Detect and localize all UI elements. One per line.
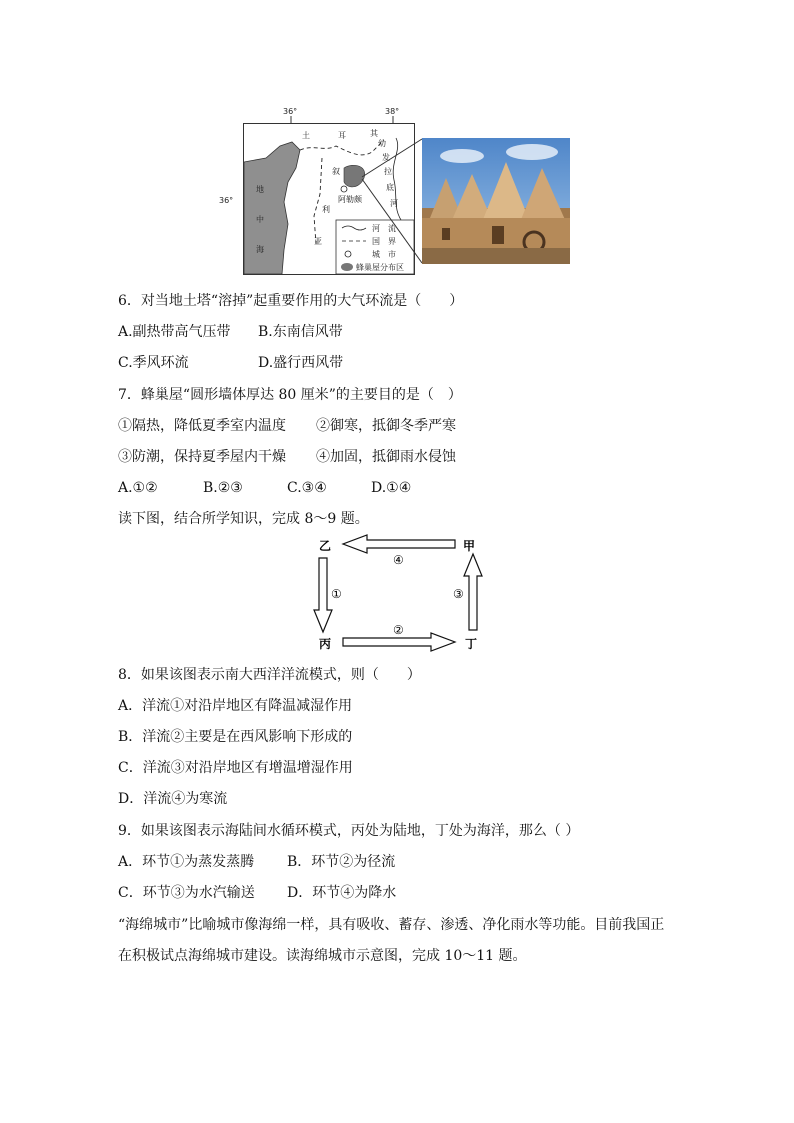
label-4: ④ — [393, 553, 404, 567]
legend-river: 河 流 — [372, 224, 396, 233]
sponge-line-1: “海绵城市”比喻城市像海绵一样，具有吸收、蓄存、渗透、净化雨水等功能。目前我国正 — [118, 917, 665, 933]
q8-option-a: A．洋流①对沿岸地区有降温减湿作用 — [118, 698, 353, 714]
arrow-3 — [464, 554, 482, 630]
q6-option-a: A.副热带高气压带 — [118, 324, 231, 340]
sea-label-3: 海 — [256, 245, 264, 254]
node-bing: 丙 — [319, 637, 332, 651]
label-2: ② — [393, 623, 404, 637]
q8-option-b: B．洋流②主要是在西风影响下形成的 — [118, 729, 353, 745]
q7-statement-1: ①隔热，降低夏季室内温度 — [118, 418, 286, 434]
sea-label-1: 地 — [256, 185, 264, 194]
label-1: ① — [331, 587, 342, 601]
q6-option-b: B.东南信风带 — [258, 324, 343, 340]
q6-option-d: D.盛行西风带 — [258, 355, 344, 371]
river-label-2: 发 — [382, 153, 390, 162]
beehive-photo-drawing — [422, 138, 570, 264]
river-label-4: 底 — [386, 183, 394, 192]
q7-option-b: B.②③ — [203, 480, 243, 496]
intro-8-9: 读下图，结合所学知识，完成 8～9 题。 — [118, 511, 369, 527]
syria-label-2: 利 — [322, 205, 330, 214]
legend-area-symbol — [341, 263, 353, 271]
arrow-1 — [314, 558, 332, 632]
arrow-4 — [343, 535, 455, 553]
syria-label-1: 叙 — [332, 167, 340, 176]
q7-option-d: D.①④ — [371, 480, 412, 496]
q7-stem: 7．蜂巢屋“圆形墙体厚达 80 厘米”的主要目的是（ ） — [118, 387, 462, 403]
q9-option-d: D．环节④为降水 — [287, 885, 397, 901]
river-label-5: 河 — [390, 199, 398, 208]
q8-option-c: C．洋流③对沿岸地区有增温增湿作用 — [118, 760, 353, 776]
q9-option-a: A．环节①为蒸发蒸腾 — [118, 854, 255, 870]
q7-statement-3: ③防潮，保持夏季屋内干燥 — [118, 449, 286, 465]
beehive-photo — [422, 138, 570, 264]
lon-label-36: 36° — [283, 107, 298, 116]
q8-option-d: D．洋流④为寒流 — [118, 791, 228, 807]
node-jia: 甲 — [463, 539, 476, 553]
river-label-3: 拉 — [384, 167, 392, 176]
lat-label-36: 36° — [219, 196, 234, 205]
q9-option-c: C．环节③为水汽输送 — [118, 885, 255, 901]
q7-option-a: A.①② — [118, 480, 158, 496]
legend-area: 蜂巢屋分布区 — [356, 263, 404, 272]
q9-stem: 9．如果该图表示海陆间水循环模式，丙处为陆地，丁处为海洋，那么（ ） — [118, 823, 580, 839]
node-yi: 乙 — [319, 539, 332, 553]
turkey-label-1: 土 — [302, 131, 310, 140]
turkey-label-2: 耳 — [338, 131, 346, 140]
q8-stem: 8．如果该图表示南大西洋洋流模式，则（ ） — [118, 667, 421, 683]
sea-shape — [244, 142, 300, 274]
legend-city-symbol — [345, 251, 351, 257]
legend-city: 城 市 — [372, 250, 396, 259]
turkey-label-3: 其 — [370, 129, 378, 138]
city-label: 阿勒颇 — [338, 195, 362, 204]
q7-statement-4: ④加固，抵御雨水侵蚀 — [316, 449, 456, 465]
syria-label-3: 亚 — [314, 237, 322, 246]
q9-option-b: B．环节②为径流 — [287, 854, 396, 870]
q7-statement-2: ②御寒，抵御冬季严寒 — [316, 418, 456, 434]
label-3: ③ — [453, 587, 464, 601]
connector-lines — [360, 135, 430, 275]
lon-label-38: 38° — [385, 107, 400, 116]
q6-option-c: C.季风环流 — [118, 355, 189, 371]
legend-border: 国 界 — [372, 237, 396, 246]
city-marker — [341, 186, 347, 192]
river-label-1: 幼 — [378, 139, 386, 148]
sponge-line-2: 在积极试点海绵城市建设。读海绵城市示意图，完成 10～11 题。 — [118, 948, 527, 964]
cycle-diagram — [305, 532, 495, 654]
sea-label-2: 中 — [256, 215, 264, 224]
node-ding: 丁 — [465, 637, 478, 651]
q6-stem: 6．对当地土塔“溶掉”起重要作用的大气环流是（ ） — [118, 293, 464, 309]
q7-option-c: C.③④ — [287, 480, 327, 496]
